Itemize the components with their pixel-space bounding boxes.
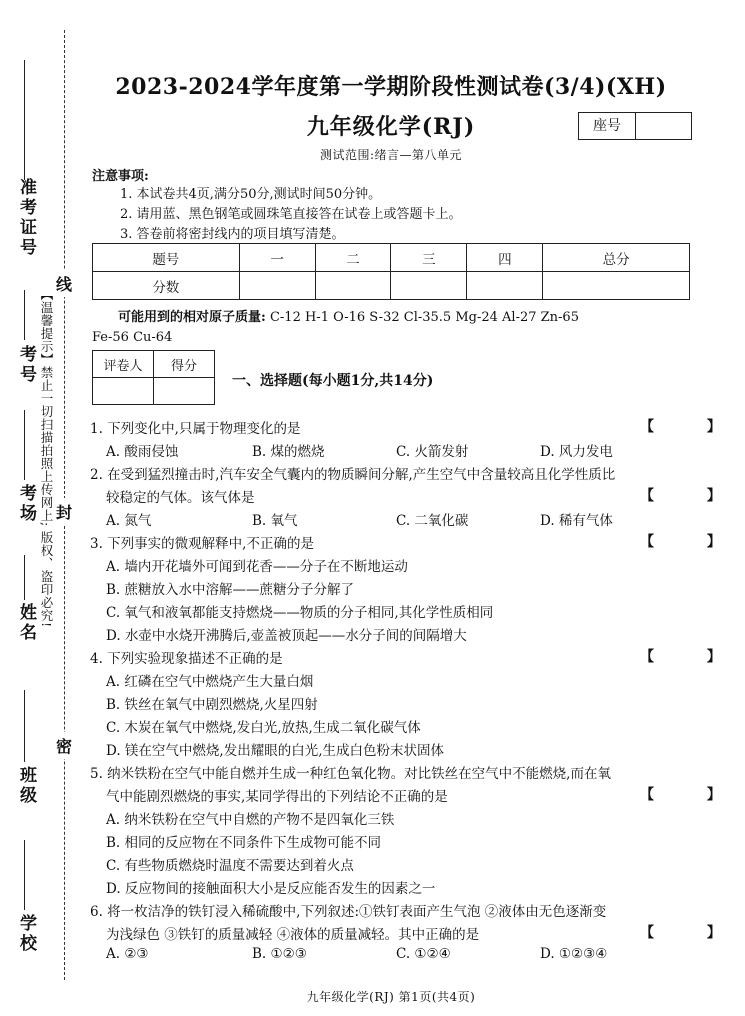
question-2-stem: 2. 在受到猛烈撞击时,汽车安全气囊内的物质瞬间分解,产生空气中含量较高且化学性质比 xyxy=(90,467,616,483)
seat-number-field[interactable] xyxy=(636,113,691,139)
question-4-option-a: A. 红磷在空气中燃烧产生大量白烟 xyxy=(106,674,314,690)
question-1-stem: 1. 下列变化中,只属于物理变化的是 xyxy=(90,421,301,437)
exam-title: 2023-2024学年度第一学期阶段性测试卷(3/4)(XH) xyxy=(115,74,667,100)
grader-reviewer-cell[interactable] xyxy=(93,378,154,405)
atomic-mass-values: C-12 H-1 O-16 S-32 Cl-35.5 Mg-24 Al-27 Zn-65 xyxy=(269,310,579,325)
grader-header-row xyxy=(93,351,215,378)
seal-char-seal: 封 xyxy=(56,498,72,525)
score-cell[interactable] xyxy=(239,272,315,300)
field-label-exam-number: 考号 xyxy=(16,345,36,385)
question-2-answer-bracket[interactable]: 【 】 xyxy=(640,488,745,504)
score-cell[interactable] xyxy=(315,272,391,300)
question-1-option-c: C. 火箭发射 xyxy=(396,444,469,460)
field-line-school xyxy=(24,840,25,910)
question-5-option-b: B. 相同的反应物在不同条件下生成物可能不同 xyxy=(106,835,382,851)
note-item: 3. 答卷前将密封线内的项目填写清楚。 xyxy=(120,227,345,242)
field-line-class xyxy=(24,690,25,762)
atomic-mass-line-2: Fe-56 Cu-64 xyxy=(92,330,173,345)
question-4-option-b: B. 铁丝在氧气中剧烈燃烧,火星四射 xyxy=(106,697,318,713)
question-3-stem: 3. 下列事实的微观解释中,不正确的是 xyxy=(90,536,314,552)
binding-strip xyxy=(0,0,80,1016)
grader-reviewer-label: 评卷人 xyxy=(93,351,154,378)
score-table xyxy=(92,243,690,300)
question-4-option-c: C. 木炭在氧气中燃烧,发白光,放热,生成二氧化碳气体 xyxy=(106,720,421,736)
question-3-option-a: A. 墙内开花墙外可闻到花香——分子在不断地运动 xyxy=(106,559,408,575)
field-line-exam-id xyxy=(24,60,25,180)
question-6-answer-bracket[interactable]: 【 】 xyxy=(640,925,745,941)
seal-char-secret: 密 xyxy=(56,732,72,759)
score-cell[interactable] xyxy=(391,272,467,300)
question-1-option-d: D. 风力发电 xyxy=(540,444,613,460)
page-footer: 九年级化学(RJ) 第1页(共4页) xyxy=(306,990,476,1004)
score-header-cell: 三 xyxy=(391,244,467,272)
score-header-cell: 总分 xyxy=(543,244,690,272)
notes-heading: 注意事项: xyxy=(92,169,149,184)
atomic-mass-label: 可能用到的相对原子质量: xyxy=(118,310,266,325)
grader-input-row xyxy=(93,378,215,405)
question-6-option-c: C. ①②④ xyxy=(396,946,451,962)
question-5-option-d: D. 反应物间的接触面积大小是反应能否发生的因素之一 xyxy=(106,881,436,897)
question-2-option-b: B. 氧气 xyxy=(252,513,298,529)
field-line-name xyxy=(24,555,25,600)
question-6-option-d: D. ①②③④ xyxy=(540,946,608,962)
field-line-exam-room xyxy=(24,410,25,480)
question-5-option-c: C. 有些物质燃烧时温度不需要达到着火点 xyxy=(106,858,354,874)
question-6-stem-cont: 为浅绿色 ③铁钉的质量减轻 ④液体的质量减轻。其中正确的是 xyxy=(106,927,480,943)
question-4-stem: 4. 下列实验现象描述不正确的是 xyxy=(90,651,283,667)
score-row-label: 分数 xyxy=(93,272,240,300)
question-2-option-d: D. 稀有气体 xyxy=(540,513,613,529)
seat-number-label: 座号 xyxy=(579,113,636,139)
exam-scope: 测试范围:绪言—第八单元 xyxy=(319,148,463,162)
question-2-stem-cont: 较稳定的气体。该气体是 xyxy=(106,490,255,506)
atomic-mass-line-1 xyxy=(92,308,692,328)
question-5-stem: 5. 纳米铁粉在空气中能自燃并生成一种红色氧化物。对比铁丝在空气中不能燃烧,而在氧 xyxy=(90,766,611,782)
score-table-header-row xyxy=(93,244,690,272)
question-3-answer-bracket[interactable]: 【 】 xyxy=(640,534,745,550)
grader-score-cell[interactable] xyxy=(154,378,215,405)
atomic-mass-info xyxy=(92,308,692,348)
seal-char-line: 线 xyxy=(56,270,72,297)
question-6-stem: 6. 将一枚洁净的铁钉浸入稀硫酸中,下列叙述:①铁钉表面产生气泡 ②液体由无色逐渐变 xyxy=(90,904,607,920)
question-3-option-b: B. 蔗糖放入水中溶解——蔗糖分子分解了 xyxy=(106,582,355,598)
note-item: 2. 请用蓝、黑色钢笔或圆珠笔直接答在试卷上或答题卡上。 xyxy=(120,207,462,222)
question-2-option-c: C. 二氧化碳 xyxy=(396,513,469,529)
question-6-option-b: B. ①②③ xyxy=(252,946,307,962)
score-header-cell: 二 xyxy=(315,244,391,272)
exam-subtitle: 九年级化学(RJ) xyxy=(306,114,476,140)
score-header-cell: 四 xyxy=(467,244,543,272)
seat-number-box[interactable] xyxy=(578,112,692,140)
question-2-option-a: A. 氮气 xyxy=(106,513,152,529)
field-label-class: 班级 xyxy=(16,766,36,806)
note-item: 1. 本试卷共4页,满分50分,测试时间50分钟。 xyxy=(120,187,382,202)
field-label-name: 姓名 xyxy=(16,603,36,643)
question-5-stem-cont: 气中能剧烈燃烧的事实,某同学得出的下列结论不正确的是 xyxy=(106,789,448,805)
question-1-option-b: B. 煤的燃烧 xyxy=(252,444,325,460)
grader-score-label: 得分 xyxy=(154,351,215,378)
binding-notice: 【温馨提示】禁止一切扫描拍照上传网上; 版权、盗印必究! xyxy=(39,288,54,628)
score-header-cell: 题号 xyxy=(93,244,240,272)
field-line-exam-number xyxy=(24,290,25,340)
question-3-option-d: D. 水壶中水烧开沸腾后,壶盖被顶起——水分子间的间隔增大 xyxy=(106,628,467,644)
field-label-school: 学校 xyxy=(16,914,36,954)
question-1-answer-bracket[interactable]: 【 】 xyxy=(640,419,745,435)
question-5-option-a: A. 纳米铁粉在空气中自燃的产物不是四氧化三铁 xyxy=(106,812,395,828)
field-label-exam-room: 考场 xyxy=(16,484,36,524)
question-6-option-a: A. ②③ xyxy=(106,946,149,962)
question-4-option-d: D. 镁在空气中燃烧,发出耀眼的白光,生成白色粉末状固体 xyxy=(106,743,445,759)
score-cell[interactable] xyxy=(467,272,543,300)
field-label-exam-id: 准考证号 xyxy=(16,178,36,258)
question-5-answer-bracket[interactable]: 【 】 xyxy=(640,787,745,803)
score-header-cell: 一 xyxy=(239,244,315,272)
grader-table xyxy=(92,350,215,405)
question-3-option-c: C. 氧气和液氧都能支持燃烧——物质的分子相同,其化学性质相同 xyxy=(106,605,494,621)
question-4-answer-bracket[interactable]: 【 】 xyxy=(640,649,745,665)
score-cell[interactable] xyxy=(543,272,690,300)
score-table-score-row xyxy=(93,272,690,300)
section-1-title: 一、选择题(每小题1分,共14分) xyxy=(232,373,434,389)
question-1-option-a: A. 酸雨侵蚀 xyxy=(106,444,179,460)
